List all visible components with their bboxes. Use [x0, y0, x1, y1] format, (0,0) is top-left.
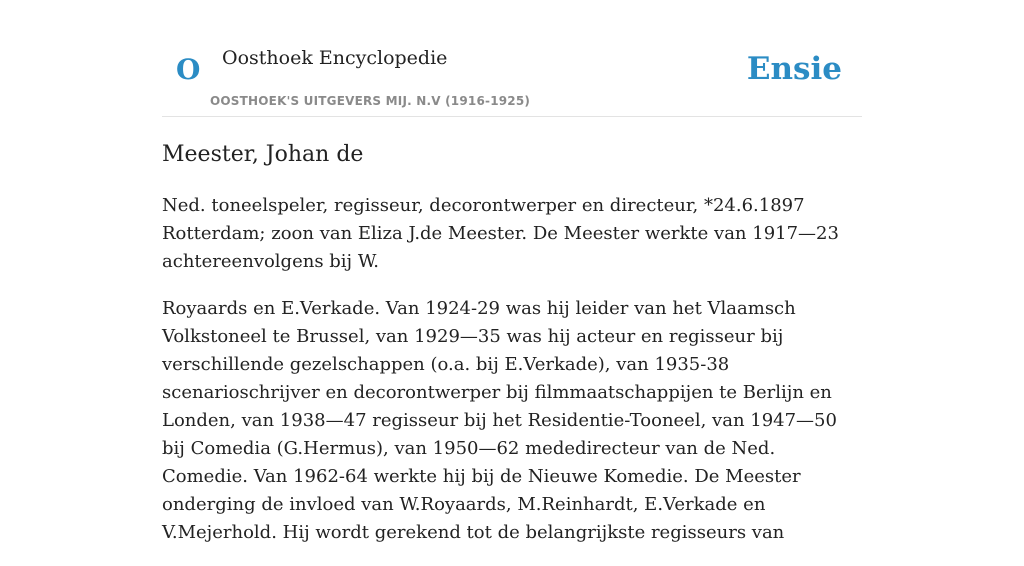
article-paragraph: Ned. toneelspeler, regisseur, decorontwerper en directeur, *24.6.1897 Rotterdam; zoon van Eliza J.de Meester. De Meester werkte van 1917—23 achtereenvolgens bij W. — [162, 195, 839, 272]
logo-icon[interactable]: O — [176, 53, 201, 86]
article-body — [162, 192, 862, 566]
site-header — [162, 34, 862, 117]
article-title: Meester, Johan de — [162, 142, 364, 167]
publisher-label: OOSTHOEK'S UITGEVERS MIJ. N.V (1916-1925) — [210, 94, 531, 108]
article-paragraph: Royaards en E.Verkade. Van 1924-29 was hij leider van het Vlaamsch Volkstoneel te Brussel, van 1929—35 was hij acteur en regisseur bij verschillende gezelschappen (o.a. bij E.Verkade), van 1935-38 scenarioschrijver en decorontwerper bij filmmaatschappijen te Berlijn en Londen, van 1938—47 regisseur bij het Residentie-Tooneel, van 1947—50 bij Comedia (G.Hermus), van 1950—62 mededirecteur van de Ned. Comedie. Van 1962-64 werkte hij bij de Nieuwe Komedie. De Meester onderging de invloed van W.Royaards, M.Reinhardt, E.Verkade en V.Mejerhold. Hij wordt gerekend tot de belangrijkste regisseurs van — [162, 298, 837, 543]
brand-logo[interactable]: Ensie — [746, 51, 842, 87]
site-title[interactable]: Oosthoek Encyclopedie — [222, 47, 448, 69]
